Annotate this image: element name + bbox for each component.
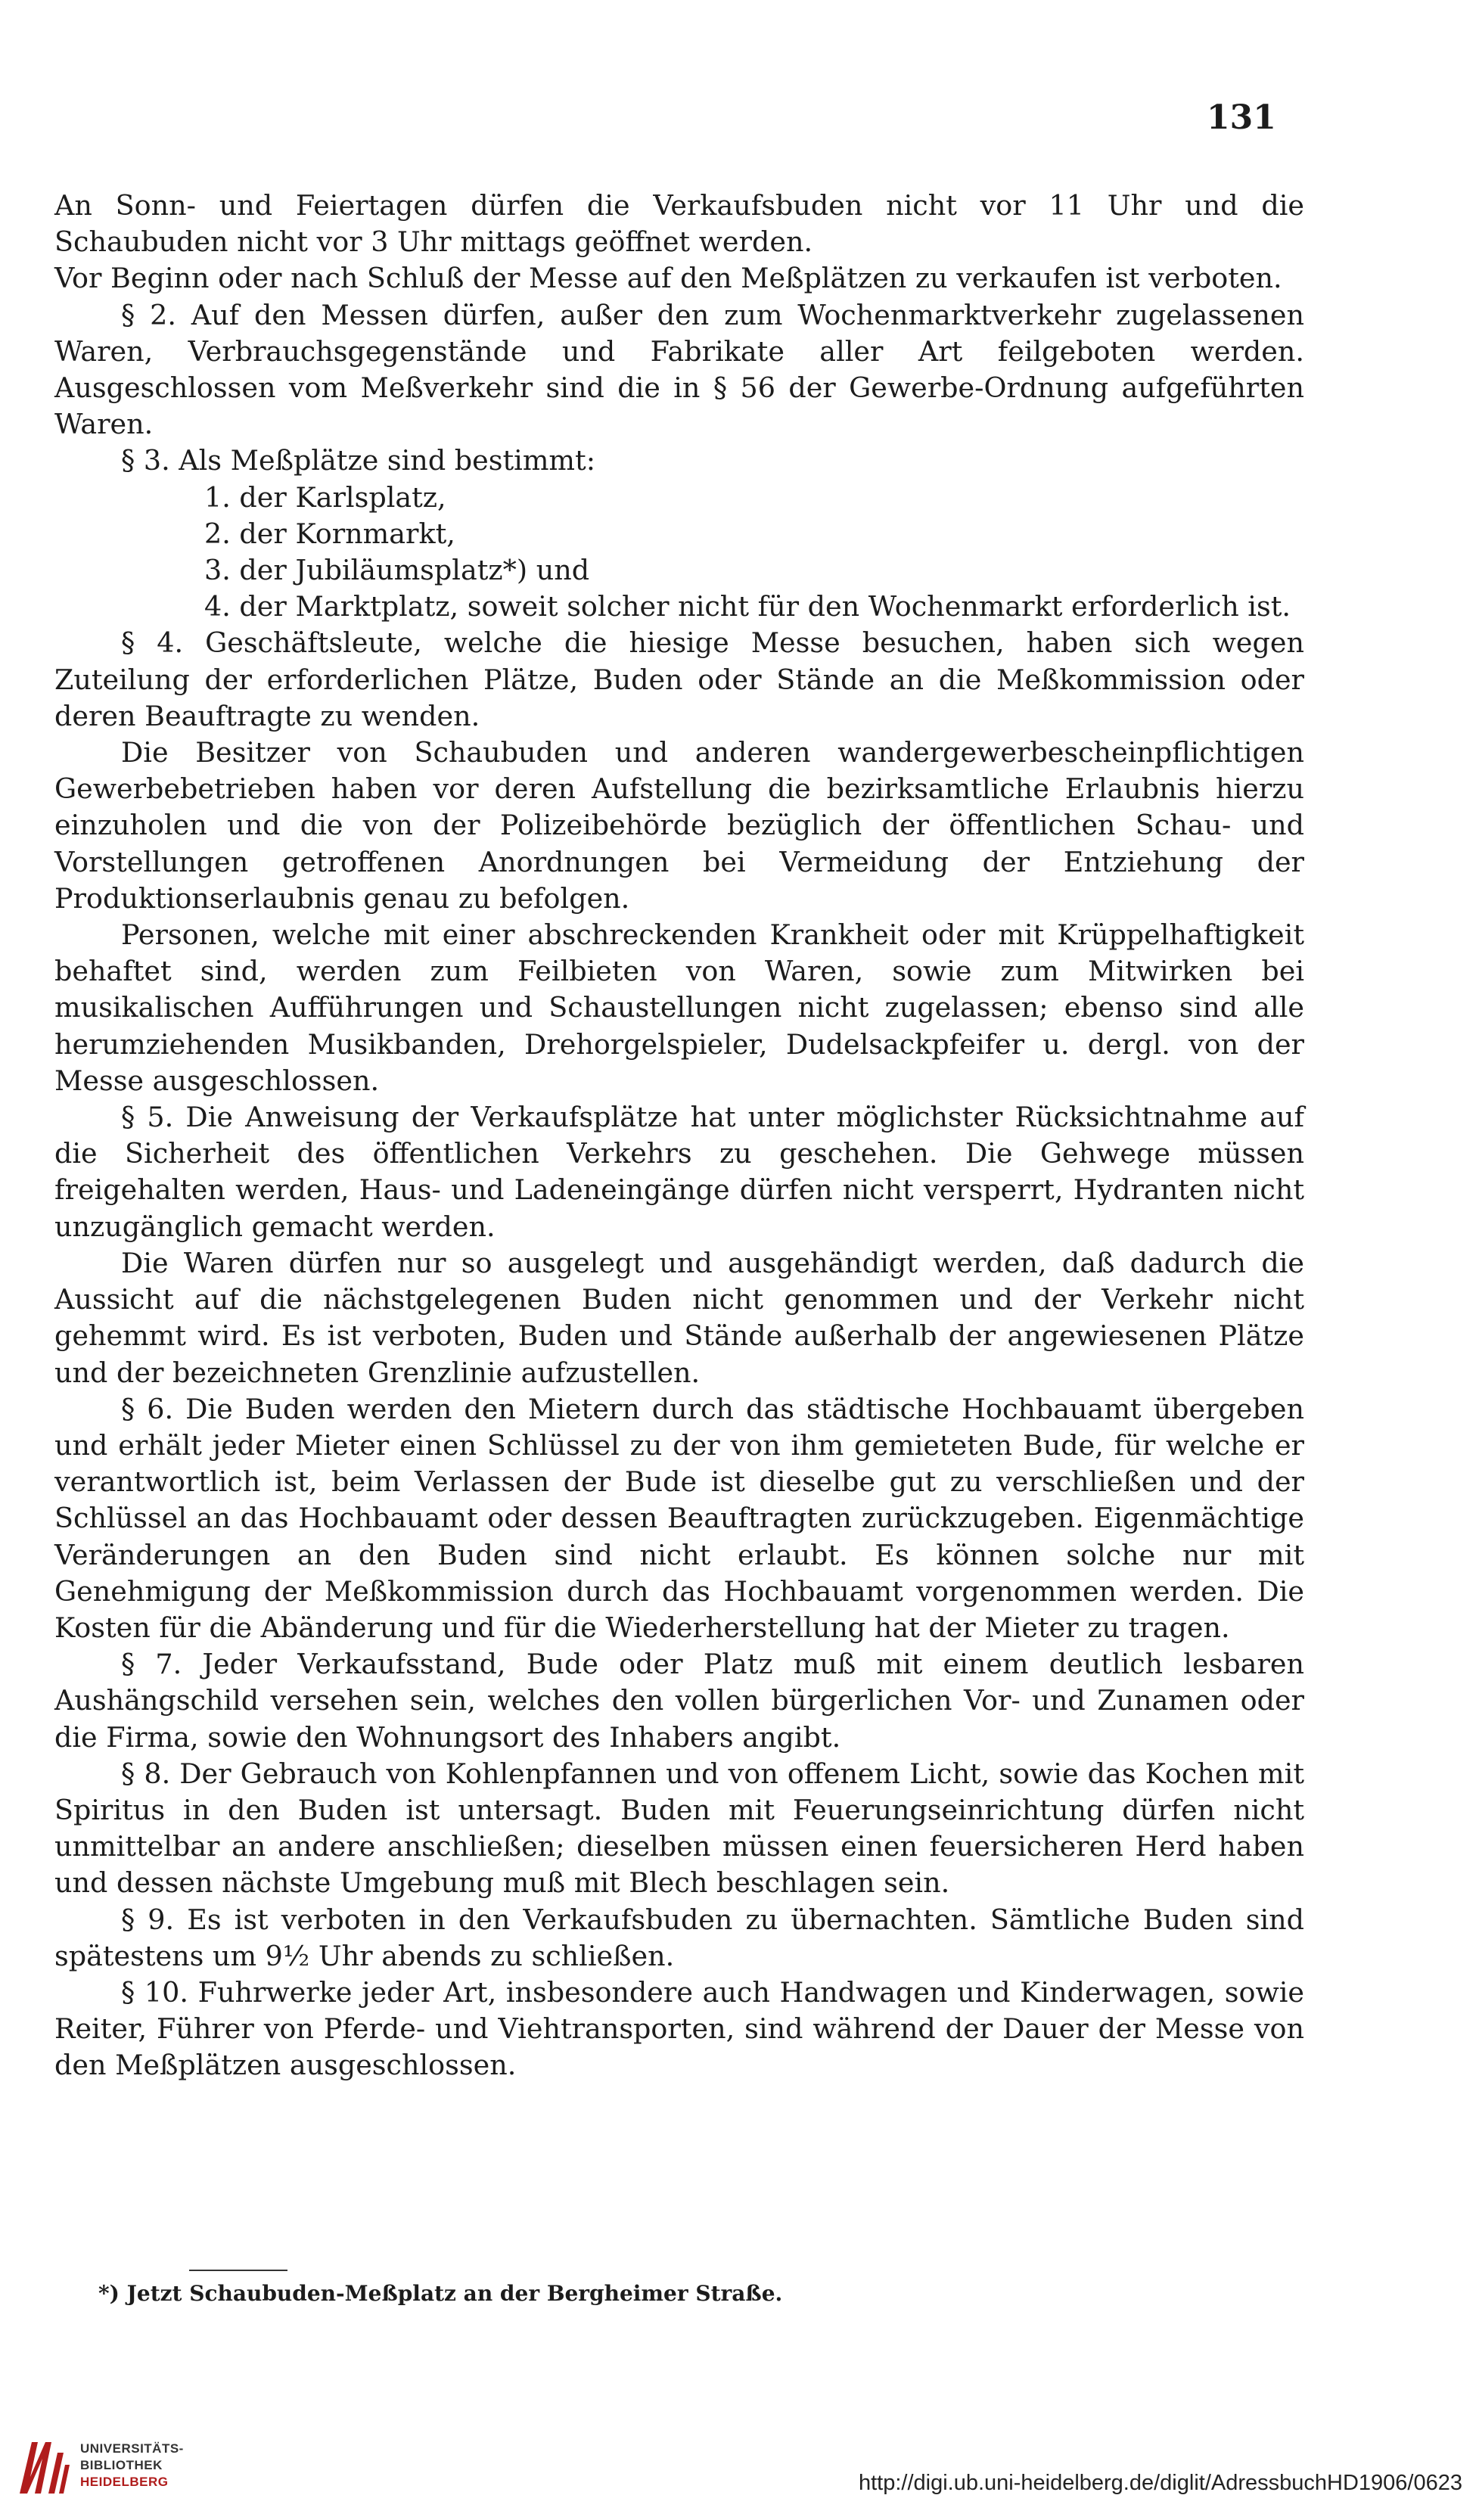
place-list [54,480,1304,626]
footnote-divider [189,2270,287,2271]
list-item: 4. der Marktplatz, soweit solcher nicht für den Wochenmarkt erforderlich ist. [204,590,1291,623]
paragraph: § 9. Es ist verboten in den Verkaufsbuden zu übernachten. Sämtliche Buden sind spätestens um 9½ Uhr abends zu schließen. [54,1903,1304,1972]
library-seal-icon [15,2435,73,2498]
paragraph: § 5. Die Anweisung der Verkaufsplätze hat unter möglichster Rücksichtnahme auf die Sicherheit des öffentlichen Verkehrs zu geschehen. Die Gehwege müssen freigehalten werden, Haus- und Ladeneingänge dürfen nicht versperrt, Hydranten nicht unzugänglich gemacht werden. [54,1101,1304,1243]
paragraph: § 6. Die Buden werden den Mietern durch das städtische Hochbauamt übergeben und erhält jeder Mieter einen Schlüssel zu der von ihm gemieteten Bude, für welche er verantwortlich ist, beim Verlassen der Bude ist dieselbe gut zu verschließen und der Schlüssel an das Hochbauamt oder dessen Beauftragten zurückzugeben. Eigenmächtige Veränderungen an den Buden sind nicht erlaubt. Es können solche nur mit Genehmigung der Meßkommission durch das Hochbauamt vorgenommen werden. Die Kosten für die Abänderung und für die Wiederherstellung hat der Mieter zu tragen. [54,1392,1304,1644]
library-name [80,2441,184,2490]
library-logo[interactable] [15,2428,197,2504]
logo-line: HEIDELBERG [80,2475,169,2489]
document-body [54,188,1304,2084]
footer [0,2406,1479,2520]
paragraph: § 3. Als Meßplätze sind bestimmt: [121,444,596,477]
logo-line: UNIVERSITÄTS- [80,2441,184,2456]
paragraph: § 8. Der Gebrauch von Kohlenpfannen und von offenem Licht, sowie das Kochen mit Spiritus in den Buden ist untersagt. Buden mit Feuerungseinrichtung dürfen nicht unmittelbar an andere anschließen; dieselben müssen einen feuersicheren Herd haben und dessen nächste Umgebung muß mit Blech beschlagen sein. [54,1757,1304,1900]
list-item: 1. der Karlsplatz, [204,480,446,514]
logo-line: BIBLIOTHEK [80,2458,163,2472]
paragraph: Die Waren dürfen nur so ausgelegt und ausgehändigt werden, daß dadurch die Aussicht auf die nächstgelegenen Buden nicht genommen und der Verkehr nicht gehemmt wird. Es ist verboten, Buden und Stände außerhalb der angewiesenen Plätze und der bezeichneten Grenzlinie aufzustellen. [54,1246,1304,1389]
paragraph: Die Besitzer von Schaubuden und anderen wandergewerbescheinpflichtigen Gewerbebetrieben haben vor deren Aufstellung die bezirksamtliche Erlaubnis hierzu einzuholen und die von der Polizeibehörde bezüglich der öffentlichen Schau- und Vorstellungen getroffenen Anordnungen bei Vermeidung der Entziehung der Produktionserlaubnis genau zu befolgen. [54,736,1304,915]
list-item: 2. der Kornmarkt, [204,517,455,550]
paragraph: Vor Beginn oder nach Schluß der Messe auf den Meßplätzen zu verkaufen ist verboten. [54,262,1282,295]
list-item: 3. der Jubiläumsplatz*) und [204,554,590,587]
paragraph: § 10. Fuhrwerke jeder Art, insbesondere auch Handwagen und Kinderwagen, sowie Reiter, Führer von Pferde- und Viehtransporten, sind während der Dauer der Messe von den Meßplätzen ausgeschlossen. [54,1975,1304,2082]
paragraph: § 4. Geschäftsleute, welche die hiesige Messe besuchen, haben sich wegen Zuteilung der erforderlichen Plätze, Buden oder Stände an die Meßkommission oder deren Beauftragte zu wenden. [54,626,1304,732]
source-url-link[interactable]: http://digi.ub.uni-heidelberg.de/diglit/AdressbuchHD1906/0623 [858,2471,1462,2495]
paragraph: § 2. Auf den Messen dürfen, außer den zum Wochenmarktverkehr zugelassenen Waren, Verbrauchsgegenstände und Fabrikate aller Art feilgeboten werden. Ausgeschlossen vom Meßverkehr sind die in § 56 der Gewerbe-Ordnung aufgeführten Waren. [54,298,1304,441]
paragraph: Personen, welche mit einer abschreckenden Krankheit oder mit Krüppelhaftigkeit behaftet sind, werden zum Feilbieten von Waren, sowie zum Mitwirken bei musikalischen Aufführungen und Schaustellungen nicht zugelassen; ebenso sind alle herumziehenden Musikbanden, Drehorgelspieler, Dudelsackpfeifer u. dergl. von der Messe ausgeschlossen. [54,918,1304,1097]
paragraph: § 7. Jeder Verkaufsstand, Bude oder Platz muß mit einem deutlich lesbaren Aushängschild versehen sein, welches den vollen bürgerlichen Vor- und Zunamen oder die Firma, sowie den Wohnungsort des Inhabers angibt. [54,1648,1304,1754]
page-number: 131 [1207,98,1276,137]
paragraph: An Sonn- und Feiertagen dürfen die Verkaufsbuden nicht vor 11 Uhr und die Schaubuden nicht vor 3 Uhr mittags geöffnet werden. [54,189,1304,259]
footnote: *) Jetzt Schaubuden-Meßplatz an der Bergheimer Straße. [98,2281,783,2306]
